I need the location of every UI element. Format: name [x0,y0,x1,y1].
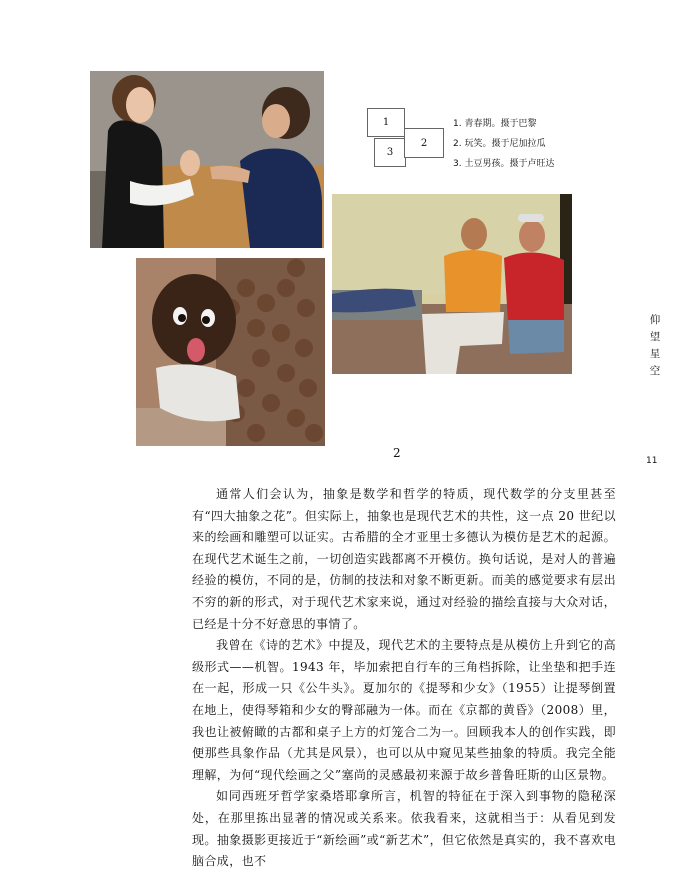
photo-potato-boy [136,258,325,446]
running-title-char: 望 [649,331,661,343]
running-title-char: 仰 [649,314,661,326]
figure-number: 2 [393,446,401,460]
figure-captions [453,114,554,174]
photo-two-girls [90,71,324,248]
running-title-char: 空 [649,365,661,377]
figure-box-2: 2 [404,128,444,158]
paragraph: 我曾在《诗的艺术》中提及，现代艺术的主要特点是从模仿上升到它的高级形式——机智。1943 年，毕加索把自行车的三角档拆除，让坐垫和把手连在一起，形成一只《公牛头》。夏加尔的《提琴和少女》（1955）让提琴倒置在地上，使得琴箱和少女的臀部融为一体。而在《京都的黄昏》（2008）里，我也让被俯瞰的古都和桌子上方的灯笼合二为一。回顾我本人的创作实践，即便那些具象作品（尤其是风景），也可以从中窥见某些抽象的特质。我完全能理解，为何“现代绘画之父”塞尚的灵感最初来源于故乡普鲁旺斯的山区景物。 [192,638,616,782]
caption-3: 3. 土豆男孩。摄于卢旺达 [453,159,555,169]
page-number: 11 [646,456,658,466]
figure-box-1: 1 [367,108,405,137]
paragraph: 通常人们会认为，抽象是数学和哲学的特质，现代数学的分支里甚至有“四大抽象之花”。但实际上，抽象也是现代艺术的共性，这一点 20 世纪以来的绘画和雕塑可以证实。古希腊的全才亚里士多德认为模仿是艺术的起源。在现代艺术诞生之前，一切创造实践都离不开模仿。换句话说，是对人的普遍经验的模仿，不同的是，仿制的技法和对象不断更新。而美的感觉要求有层出不穷的新的形式，对于现代艺术家来说，通过对经验的描绘直接与大众对话，已经是十分不好意思的事情了。 [192,487,616,631]
running-title-char: 星 [649,348,661,360]
body-text [192,484,616,873]
running-title [648,312,662,380]
photo-laughing-men [332,194,572,374]
caption-2: 2. 玩笑。摄于尼加拉瓜 [453,139,546,149]
figure-box-3: 3 [374,138,406,167]
caption-1: 1. 青春期。摄于巴黎 [453,119,537,129]
paragraph: 如同西班牙哲学家桑塔耶拿所言，机智的特征在于深入到事物的隐秘深处，在那里拣出显著的情况或关系来。依我看来，这就相当于：从看见到发现。抽象摄影更接近于“新绘画”或“新艺术”，但它依然是真实的，我不喜欢电脑合成，也不 [192,789,616,869]
